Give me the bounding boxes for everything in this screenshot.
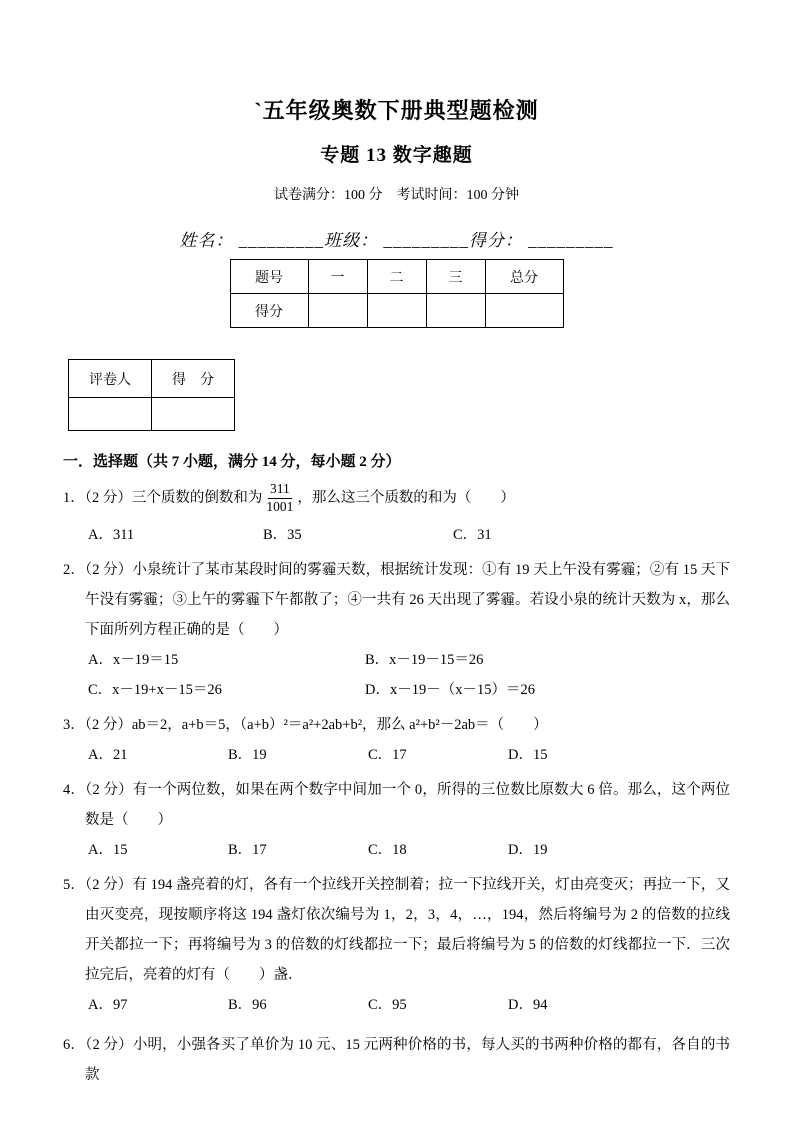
question-2-stem: 2．（2 分）小泉统计了某市某段时间的雾霾天数，根据统计发现：①有 19 天上午没有雾霾；②有 15 天下午没有雾霾；③上午的雾霾下午都散了；④一共有 26 天出现了雾霾。若设小泉的统计天数为 x，那么下面所列方程正确的是（ ） xyxy=(63,562,730,638)
option-d: D．94 xyxy=(508,997,548,1013)
option-d: D．15 xyxy=(508,747,548,763)
score-cell-empty xyxy=(485,294,563,328)
fraction-numerator: 311 xyxy=(268,481,292,498)
grader-cell-empty xyxy=(152,398,235,431)
question-3-stem: 3．（2 分）ab＝2，a+b＝5，（a+b）²＝a²+2ab+b²，那么 a²+b²－2ab＝（ ） xyxy=(63,717,548,733)
question-3-options xyxy=(63,740,730,770)
option-b: B．x－19－15＝26 xyxy=(365,652,484,668)
option-c: C．x－19+x－15＝26 xyxy=(88,682,222,698)
question-1-options xyxy=(63,520,730,550)
option-b: B．96 xyxy=(228,997,267,1013)
question-4 xyxy=(63,775,730,865)
question-4-options xyxy=(63,835,730,865)
question-1-text-suffix: ，那么这三个质数的和为（ ） xyxy=(297,490,515,506)
question-1-text-prefix: 1．（2 分）三个质数的倒数和为 xyxy=(63,490,263,506)
option-c: C．31 xyxy=(453,527,492,543)
grader-score-table xyxy=(68,359,235,431)
exam-subtitle: 专题 13 数字趣题 xyxy=(320,145,473,166)
score-table-header-cell: 总分 xyxy=(485,260,563,294)
option-b: B．19 xyxy=(228,747,267,763)
grader-label: 评卷人 xyxy=(69,360,152,398)
option-a: A．97 xyxy=(88,997,128,1013)
question-3 xyxy=(63,710,730,770)
question-6 xyxy=(63,1030,730,1090)
option-b: B．17 xyxy=(228,842,267,858)
question-1 xyxy=(63,476,730,550)
score-summary-table xyxy=(230,259,564,328)
option-a: A．311 xyxy=(88,527,135,543)
grader-table-header-row xyxy=(69,360,235,398)
question-4-stem: 4．（2 分）有一个两位数，如果在两个数字中间加一个 0，所得的三位数比原数大 6 倍。那么，这个两位数是（ ） xyxy=(63,782,730,828)
score-table-header-row xyxy=(230,260,563,294)
option-d: D．19 xyxy=(508,842,548,858)
option-c: C．18 xyxy=(368,842,407,858)
score-table-score-row xyxy=(230,294,563,328)
question-2-options-row-2 xyxy=(63,675,730,705)
score-cell-empty xyxy=(426,294,485,328)
fraction-denominator: 1001 xyxy=(266,498,294,514)
question-5 xyxy=(63,870,730,1020)
score-table-header-cell: 三 xyxy=(426,260,485,294)
score-table-header-cell: 二 xyxy=(367,260,426,294)
score-row-label: 得分 xyxy=(230,294,308,328)
name-class-score-line: 姓名： _________班级： _________得分： _________ xyxy=(179,231,614,250)
option-d: D．x－19－（x－15）＝26 xyxy=(365,682,535,698)
option-a: A．15 xyxy=(88,842,128,858)
question-2-options-row-1 xyxy=(63,645,730,675)
score-cell-empty xyxy=(308,294,367,328)
score-cell-empty xyxy=(367,294,426,328)
grader-table-empty-row xyxy=(69,398,235,431)
grader-score-label: 得 分 xyxy=(152,360,235,398)
exam-title: `五年级奥数下册典型题检测 xyxy=(254,98,539,123)
option-b: B．35 xyxy=(263,527,302,543)
option-a: A．21 xyxy=(88,747,128,763)
option-c: C．17 xyxy=(368,747,407,763)
fraction-311-over-1001 xyxy=(264,481,295,514)
question-2 xyxy=(63,555,730,705)
question-5-stem: 5．（2 分）有 194 盏亮着的灯，各有一个拉线开关控制着；拉一下拉线开关，灯由亮变灭；再拉一下，又由灭变亮，现按顺序将这 194 盏灯依次编号为 1，2，3，4，…，194，然后将编号为 2 的倍数的拉线开关都拉一下；再将编号为 3 的倍数的灯线都拉一下；最后将编号为 5 的倍数的灯线都拉一下．三次拉完后，亮着的灯有（ ）盏． xyxy=(63,877,730,983)
grader-cell-empty xyxy=(69,398,152,431)
option-c: C．95 xyxy=(368,997,407,1013)
question-1-stem xyxy=(63,476,730,520)
score-table-header-cell: 题号 xyxy=(230,260,308,294)
question-5-options xyxy=(63,990,730,1020)
option-a: A．x－19＝15 xyxy=(88,652,179,668)
section-1-heading: 一．选择题（共 7 小题，满分 14 分，每小题 2 分） xyxy=(63,454,401,470)
exam-meta-line: 试卷满分：100 分 考试时间：100 分钟 xyxy=(274,188,519,203)
question-6-stem: 6．（2 分）小明，小强各买了单价为 10 元、15 元两种价格的书，每人买的书两种价格的都有，各自的书款 xyxy=(63,1037,730,1083)
score-table-header-cell: 一 xyxy=(308,260,367,294)
